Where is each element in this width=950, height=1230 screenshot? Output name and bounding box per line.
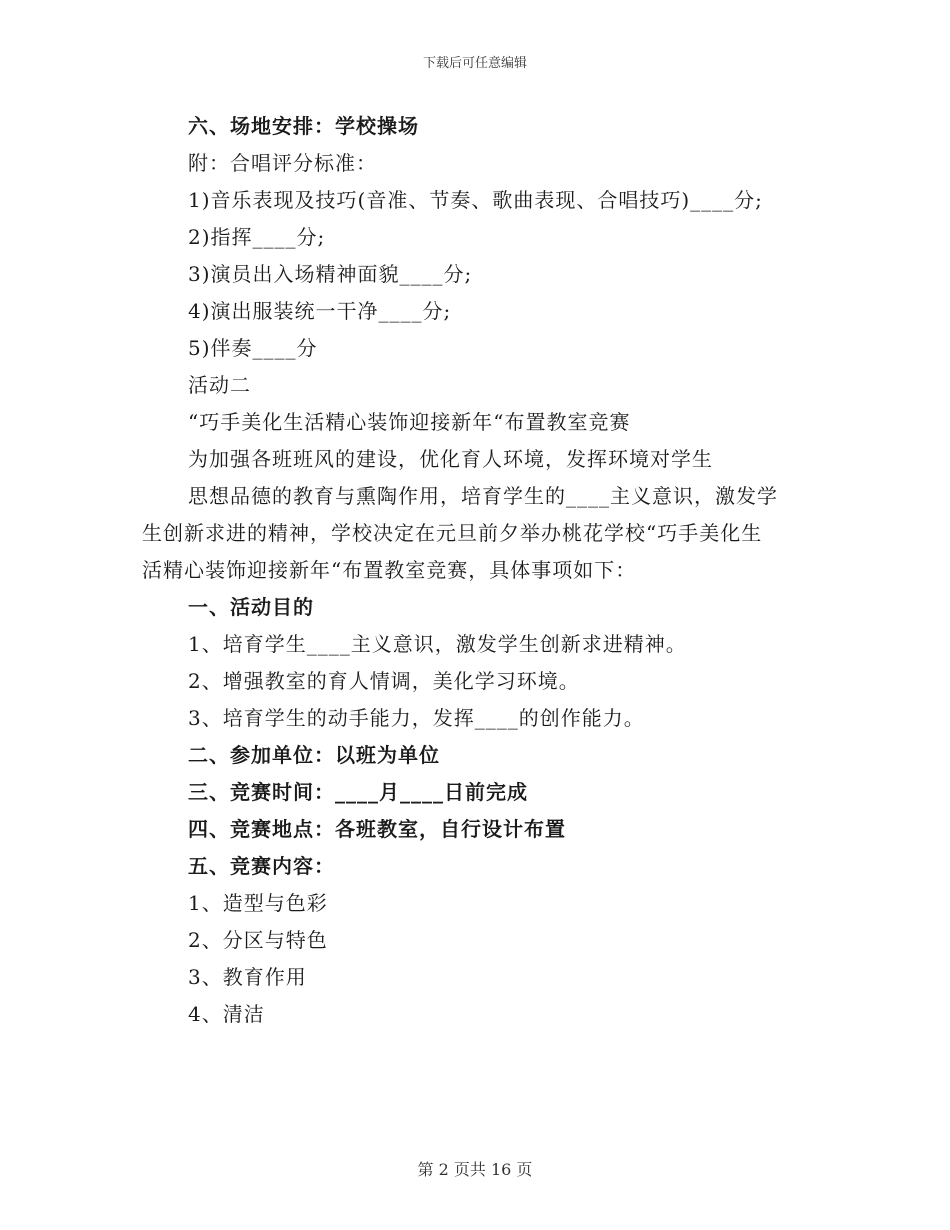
- paragraph-line: 1、造型与色彩: [188, 891, 328, 915]
- section-heading: 六、场地安排：学校操场: [188, 114, 419, 138]
- section-heading: 三、竞赛时间：____月____日前完成: [188, 780, 528, 804]
- paragraph-line: 2、增强教室的育人情调，美化学习环境。: [188, 669, 580, 693]
- paragraph-line: 思想品德的教育与熏陶作用，培育学生的____主义意识，激发学: [188, 484, 778, 508]
- paragraph-line: 1)音乐表现及技巧(音准、节奏、歌曲表现、合唱技巧)____分;: [188, 188, 763, 212]
- paragraph-line: 1、培育学生____主义意识，激发学生创新求进精神。: [188, 632, 687, 656]
- paragraph-line: 4、清洁: [188, 1002, 265, 1026]
- paragraph-line: 4)演出服装统一干净____分;: [188, 299, 452, 323]
- page-footer: 第 2 页共 16 页: [417, 1160, 533, 1179]
- paragraph-line: 3)演员出入场精神面貌____分;: [188, 262, 473, 286]
- document-body: [142, 108, 802, 1033]
- section-heading: 四、竞赛地点：各班教室，自行设计布置: [188, 817, 566, 841]
- paragraph-line: 2、分区与特色: [188, 928, 328, 952]
- section-heading: 一、活动目的: [188, 595, 314, 619]
- paragraph-line: 附：合唱评分标准：: [188, 151, 377, 175]
- paragraph-line: 活动二: [188, 373, 251, 397]
- section-heading: 五、竞赛内容：: [188, 854, 335, 878]
- paragraph-line: 活精心装饰迎接新年“布置教室竞赛，具体事项如下：: [142, 558, 637, 582]
- paragraph-line: 生创新求进的精神，学校决定在元旦前夕举办桃花学校“巧手美化生: [142, 521, 763, 545]
- paragraph-line: 为加强各班班风的建设，优化育人环境，发挥环境对学生: [188, 447, 713, 471]
- paragraph-line: 3、培育学生的动手能力，发挥____的创作能力。: [188, 706, 645, 730]
- section-heading: 二、参加单位：以班为单位: [188, 743, 440, 767]
- paragraph-line: “巧手美化生活精心装饰迎接新年“布置教室竞赛: [188, 410, 631, 434]
- page-header: 下载后可任意编辑: [422, 56, 527, 71]
- paragraph-line: 2)指挥____分;: [188, 225, 326, 249]
- paragraph-line: 5)伴奏____分: [188, 336, 318, 360]
- paragraph-line: 3、教育作用: [188, 965, 307, 989]
